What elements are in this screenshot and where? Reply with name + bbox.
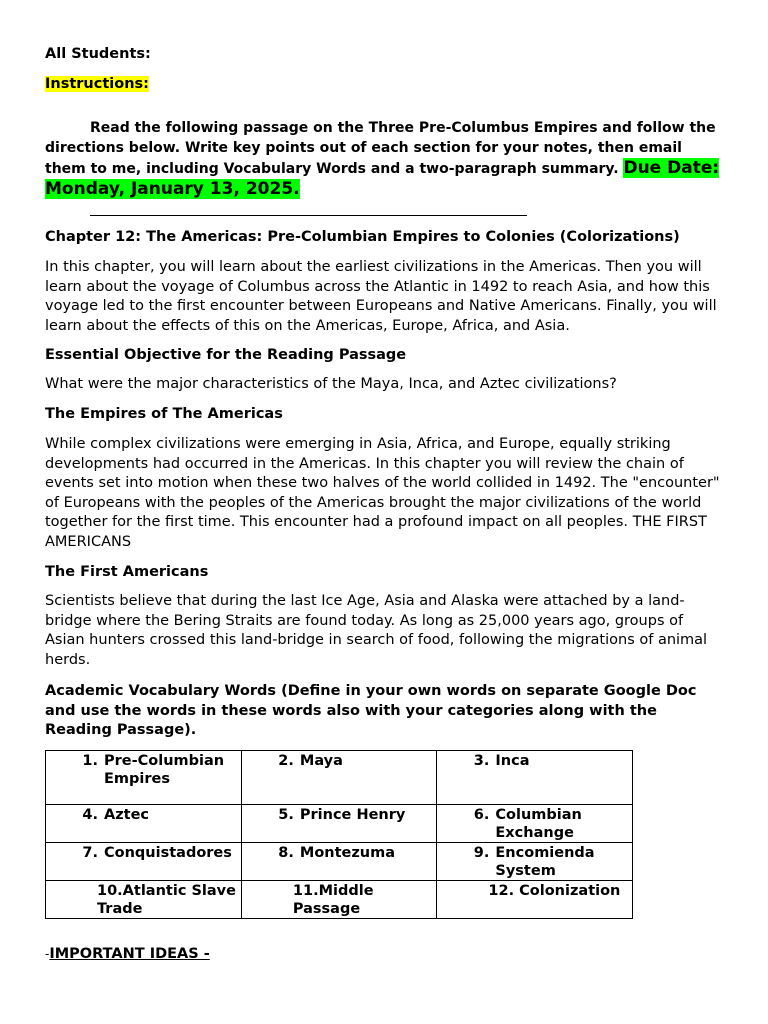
vocab-number: 7. bbox=[82, 845, 98, 861]
chapter-title: Chapter 12: The Americas: Pre-Columbian Empires to Colonies (Colorizations) bbox=[45, 229, 680, 245]
table-cell bbox=[437, 805, 633, 843]
empires-heading: The Empires of The Americas bbox=[45, 406, 283, 422]
vocab-number: 6. bbox=[473, 807, 490, 823]
vocab-word: Prince Henry bbox=[299, 807, 406, 823]
important-ideas-prefix: - bbox=[45, 947, 50, 961]
objective-heading: Essential Objective for the Reading Passage bbox=[45, 347, 407, 363]
first-americans-heading: The First Americans bbox=[45, 564, 209, 580]
vocab-word: Inca bbox=[495, 753, 530, 769]
table-cell bbox=[241, 881, 437, 919]
vocab-word: Aztec bbox=[104, 807, 150, 823]
vocab-word: 10.Atlantic Slave Trade bbox=[97, 883, 236, 917]
vocab-word: Encomienda System bbox=[495, 845, 595, 879]
table-cell bbox=[241, 843, 437, 881]
instructions-body: Read the following passage on the Three Pre-Columbus Empires and follow the directions below. Write key points out of each section for your notes, then email them to me, including Vocabulary Words and a two-paragraph summary. bbox=[45, 120, 716, 177]
table-row bbox=[46, 843, 633, 881]
vocab-number: 3. bbox=[473, 753, 490, 769]
vocab-word: 11.Middle Passage bbox=[292, 883, 374, 917]
vocab-word: Conquistadores bbox=[104, 845, 232, 861]
vocab-number: 8. bbox=[278, 845, 294, 861]
instructions-label bbox=[45, 76, 149, 92]
vocab-number: 9. bbox=[473, 845, 490, 861]
important-ideas bbox=[45, 946, 210, 962]
table-cell bbox=[46, 751, 242, 805]
empires-text: While complex civilizations were emerging in Asia, Africa, and Europe, equally striking developments had occurred in the Americas. In this chapter you will review the chain of events set into motion when these two halves of the world collided in 1492. The "encounter" of Europeans with the peoples of the Americas brought the major civilizations of the world together for the first time. This encounter had a profound impact on all peoples. THE FIRST AMERICANS bbox=[45, 436, 720, 550]
table-cell bbox=[46, 843, 242, 881]
table-cell bbox=[46, 881, 242, 919]
vocabulary-table bbox=[45, 750, 633, 919]
table-cell bbox=[241, 805, 437, 843]
due-date: Due Date: Monday, January 13, 2025. bbox=[45, 158, 720, 199]
table-row bbox=[46, 881, 633, 919]
vocab-number: 2. bbox=[278, 753, 294, 769]
vocab-number: 1. bbox=[82, 753, 98, 769]
vocab-word: Columbian Exchange bbox=[495, 807, 582, 841]
first-americans-text: Scientists believe that during the last Ice Age, Asia and Alaska were attached by a land-bridge where the Bering Straits are found today. As long as 25,000 years ago, groups of Asian hunters crossed this land-bridge in search of food, following the migrations of animal herds. bbox=[45, 593, 708, 668]
table-cell bbox=[241, 751, 437, 805]
vocab-word: 12. Colonization bbox=[488, 883, 621, 899]
divider-line bbox=[90, 215, 527, 216]
objective-question: What were the major characteristics of the Maya, Inca, and Aztec civilizations? bbox=[45, 376, 617, 392]
vocab-word: Montezuma bbox=[299, 845, 396, 861]
table-row bbox=[46, 751, 633, 805]
vocab-number: 4. bbox=[82, 807, 98, 823]
instructions-highlight: Instructions: bbox=[45, 76, 149, 92]
vocab-number: 5. bbox=[278, 807, 294, 823]
table-row bbox=[46, 805, 633, 843]
vocab-word: Maya bbox=[299, 753, 343, 769]
vocabulary-heading: Academic Vocabulary Words (Define in your own words on separate Google Doc and use the words in these words also with your categories along with the Reading Passage). bbox=[45, 683, 697, 738]
instructions-text bbox=[45, 118, 725, 200]
chapter-intro: In this chapter, you will learn about the earliest civilizations in the Americas. Then you will learn about the voyage of Columbus across the Atlantic in 1492 to reach Asia, and how this voyage led to the first encounter between Europeans and Native Americans. Finally, you will learn about the effects of this on the Americas, Europe, Africa, and Asia. bbox=[45, 259, 717, 334]
important-ideas-label: IMPORTANT IDEAS - bbox=[49, 946, 210, 962]
table-cell bbox=[437, 881, 633, 919]
vocab-word: Pre-Columbian Empires bbox=[104, 753, 225, 787]
table-cell bbox=[437, 843, 633, 881]
greeting: All Students: bbox=[45, 46, 151, 62]
table-cell bbox=[437, 751, 633, 805]
table-cell bbox=[46, 805, 242, 843]
